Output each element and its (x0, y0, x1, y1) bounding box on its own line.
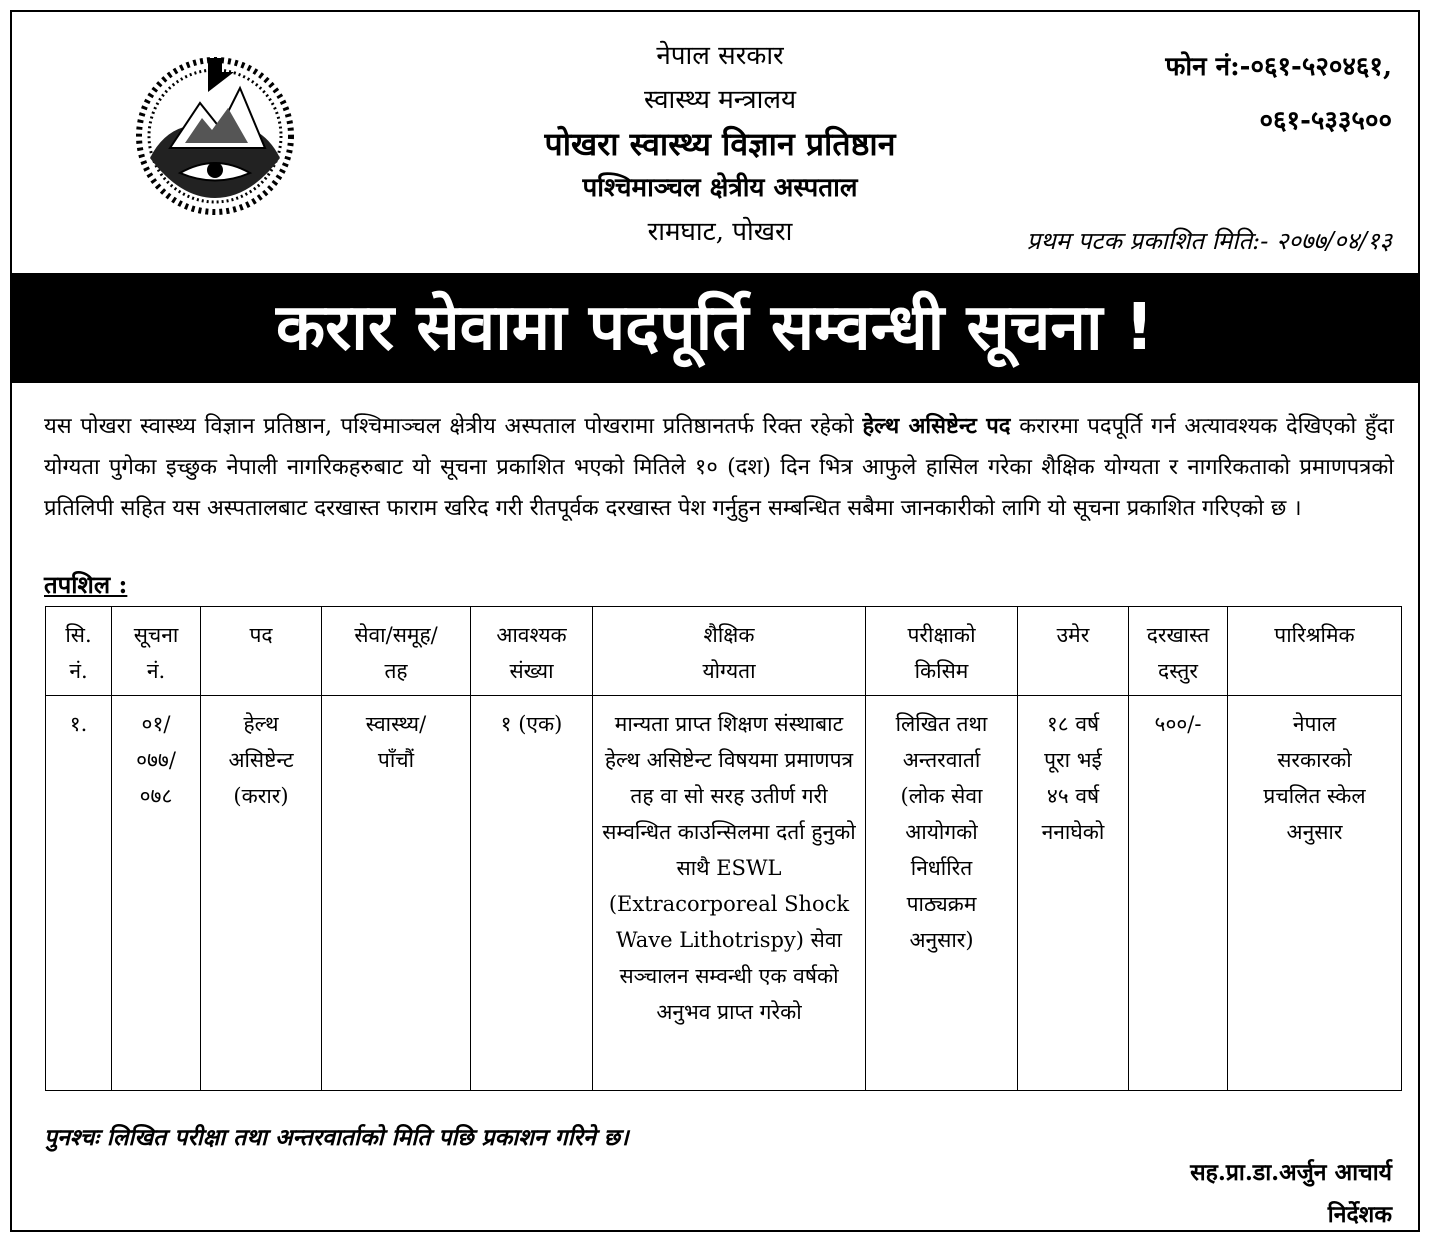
cell-age: १८ वर्ष पूरा भई ४५ वर्ष ननाघेको (1018, 696, 1129, 1091)
phone-line-1: फोन नं:-०६१-५२०४६१, (1165, 52, 1392, 82)
banner-title: करार सेवामा पदपूर्ति सम्वन्धी सूचना ! (275, 291, 1154, 365)
cell-post: हेल्थ असिष्टेन्ट (करार) (201, 696, 322, 1091)
col-header-fee: दरखास्त दस्तुर (1129, 607, 1228, 696)
cell-salary: नेपाल सरकारको प्रचलित स्केल अनुसार (1228, 696, 1402, 1091)
cell-exam: लिखित तथा अन्तरवार्ता (लोक सेवा आयोगको निर्धारित पाठ्यक्रम अनुसार) (866, 696, 1018, 1091)
institute-name: पोखरा स्वास्थ्य विज्ञान प्रतिष्ठान (544, 125, 896, 163)
cell-fee: ५००/- (1129, 696, 1228, 1091)
hospital-name: पश्चिमाञ्चल क्षेत्रीय अस्पताल (582, 173, 858, 203)
col-header-post: पद (201, 607, 322, 696)
col-header-service: सेवा/समूह/ तह (322, 607, 471, 696)
body-part-2: करारमा पदपूर्ति गर्न अत्यावश्यक देखिएको हुँदा योग्यता पुगेका इच्छुक नेपाली नागरिकहरुबाट यो सूचना प्रकाशित भएको मितिले १० (दश) दिन भित्र आफुले हासिल गरेका शैक्षिक योग्यता र नागरिकताको प्रमाणपत्रको प्रतिलिपी सहित यस अस्पतालबाट दरखास्त फाराम खरिद गरी रीतपूर्वक दरखास्त पेश गर्नुहुन सम्बन्धित सबैमा जानकारीको लागि यो सूचना प्रकाशित गरिएको छ । (44, 414, 1394, 521)
nepal-government-emblem-icon (130, 48, 300, 218)
signer-title: निर्देशक (1327, 1201, 1392, 1228)
cell-qualification: मान्यता प्राप्त शिक्षण संस्थाबाट हेल्थ असिष्टेन्ट विषयमा प्रमाणपत्र तह वा सो सरह उतीर्ण गरी सम्वन्धित काउन्सिलमा दर्ता हुनुको साथै ESWL (Extracorporeal Shock Wave Lithotrispy) सेवा सञ्चालन सम्वन्धी एक वर्षको अनुभव प्राप्त गरेको (593, 696, 866, 1091)
address: रामघाट, पोखरा (647, 217, 793, 247)
col-header-sn: सि. नं. (46, 607, 112, 696)
cell-notice-no: ०१/ ०७७/ ०७८ (112, 696, 201, 1091)
cell-sn: १. (46, 696, 112, 1091)
title-banner (12, 273, 1418, 383)
signature-block (1190, 1152, 1392, 1236)
phone-block (1165, 40, 1392, 148)
ministry-name: स्वास्थ्य मन्त्रालय (643, 85, 797, 115)
col-header-exam: परीक्षाको किसिम (866, 607, 1018, 696)
col-header-qualification: शैक्षिक योग्यता (593, 607, 866, 696)
header-block (380, 34, 1060, 254)
col-header-notice-no: सूचना नं. (112, 607, 201, 696)
signer-name: सह.प्रा.डा.अर्जुन आचार्य (1190, 1159, 1392, 1186)
body-bold-post: हेल्थ असिष्टेन्ट पद (862, 413, 1011, 439)
notice-body (44, 406, 1394, 529)
cell-service: स्वास्थ्य/ पाँचौं (322, 696, 471, 1091)
details-label: तपशिल : (44, 570, 128, 599)
table-row (46, 696, 1402, 1091)
body-part-1: यस पोखरा स्वास्थ्य विज्ञान प्रतिष्ठान, पश्चिमाञ्चल क्षेत्रीय अस्पताल पोखरामा प्रतिष्ठानतर्फ रिक्त रहेको (44, 414, 863, 439)
gov-name: नेपाल सरकार (656, 41, 784, 71)
col-header-age: उमेर (1018, 607, 1129, 696)
table-header-row (46, 607, 1402, 696)
footnote: पुनश्चः लिखित परीक्षा तथा अन्तरवार्ताको मिति पछि प्रकाशन गरिने छ। (44, 1124, 629, 1151)
phone-line-2: ०६१-५३३५०० (1259, 106, 1392, 136)
cell-count: १ (एक) (471, 696, 593, 1091)
vacancy-table (45, 606, 1402, 1091)
publication-date: प्रथम पटक प्रकाशित मिति:- २०७७/०४/१३ (1026, 227, 1392, 255)
col-header-count: आवश्यक संख्या (471, 607, 593, 696)
col-header-salary: पारिश्रमिक (1228, 607, 1402, 696)
